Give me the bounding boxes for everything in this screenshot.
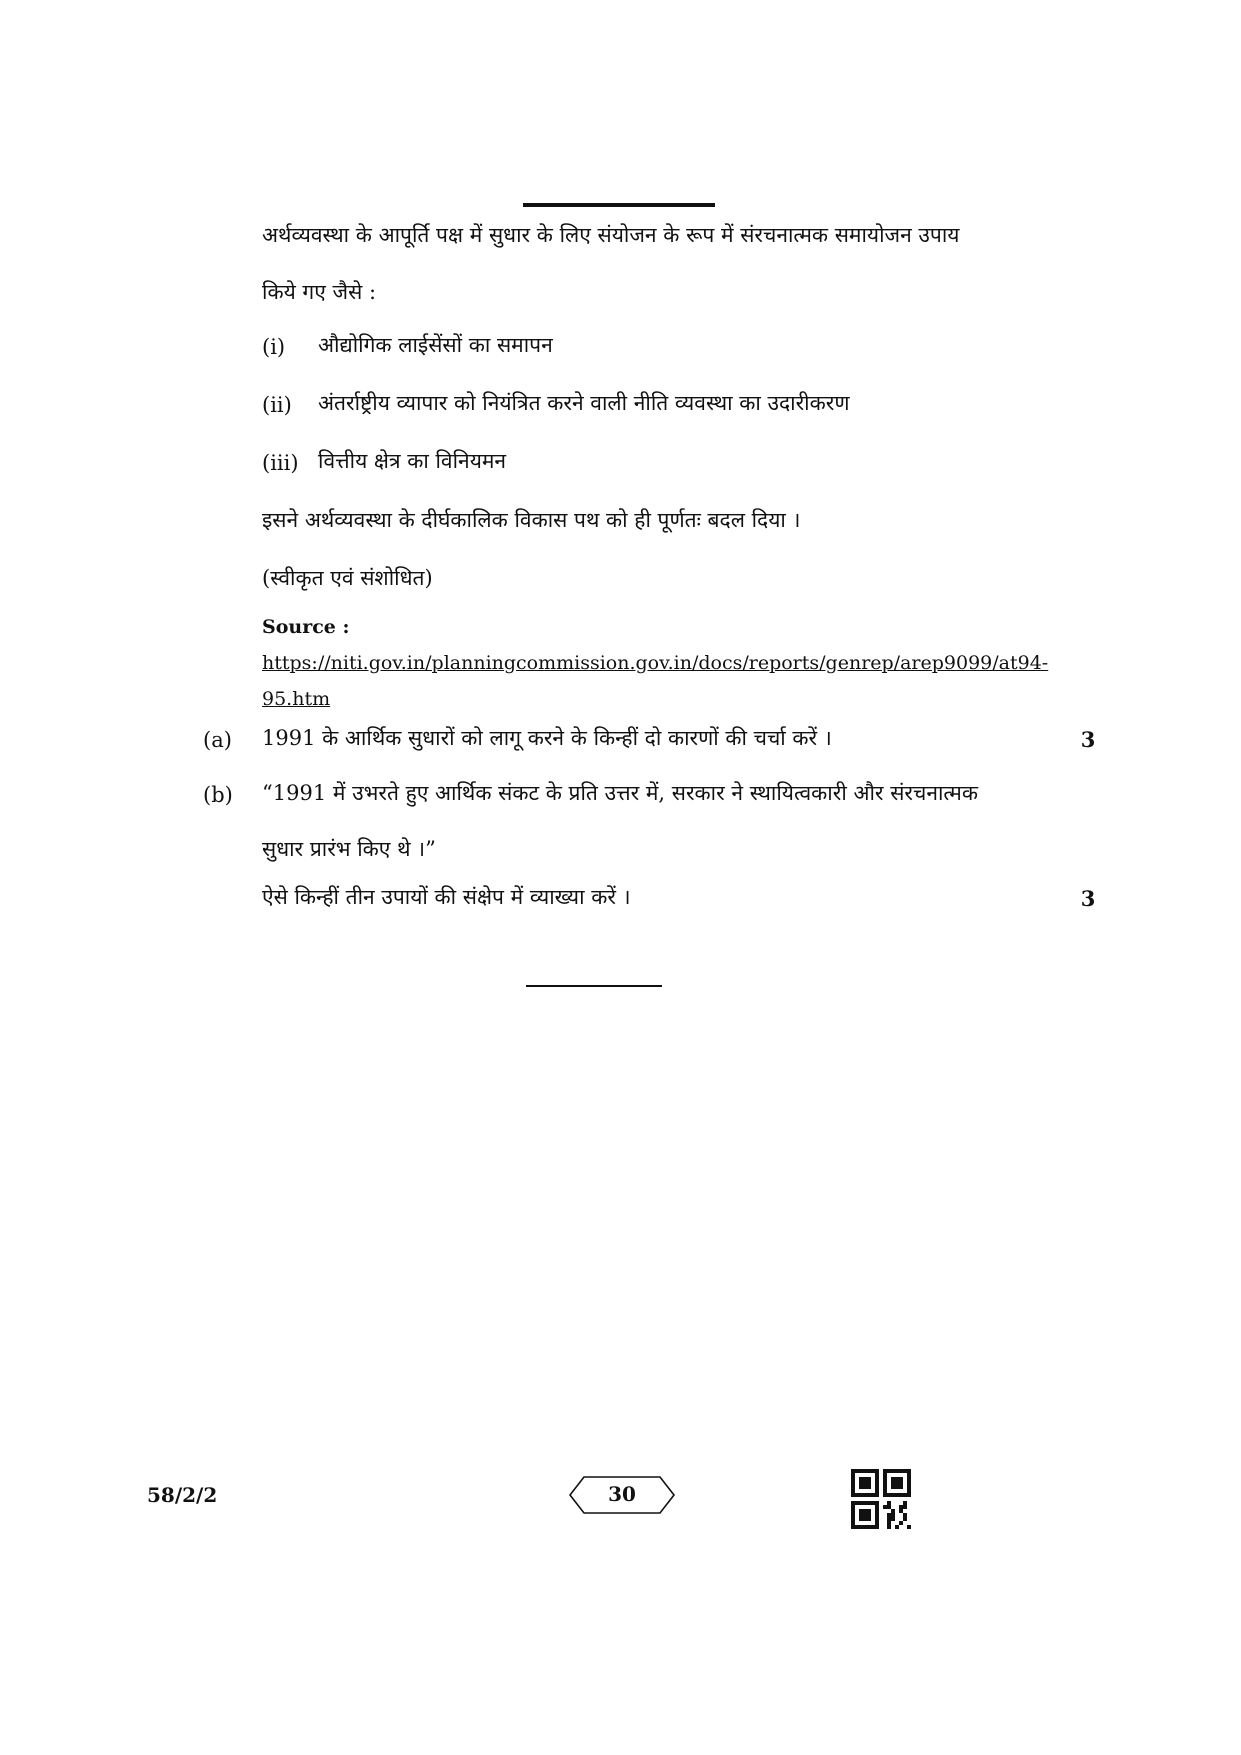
list-item-text: वित्तीय क्षेत्र का विनियमन bbox=[318, 449, 507, 473]
question-a-text: 1991 के आर्थिक सुधारों को लागू करने के किन्हीं दो कारणों की चर्चा करें । bbox=[262, 726, 832, 750]
paper-code: 58/2/2 bbox=[147, 1483, 218, 1507]
source-link-line-1[interactable]: https://niti.gov.in/planningcommission.gov.in/docs/reports/genrep/arep9099/at94- bbox=[262, 652, 1049, 674]
qr-code-icon bbox=[851, 1469, 911, 1529]
question-b-label: (b) bbox=[203, 783, 233, 807]
source-link-line-2[interactable]: 95.htm bbox=[262, 688, 331, 710]
list-item-text: अंतर्राष्ट्रीय व्यापार को नियंत्रित करने वाली नीति व्यवस्था का उदारीकरण bbox=[318, 391, 850, 415]
list-item-number: (iii) bbox=[262, 451, 299, 475]
list-item-number: (ii) bbox=[262, 393, 292, 417]
passage-line-1: अर्थव्यवस्था के आपूर्ति पक्ष में सुधार के लिए संयोजन के रूप में संरचनात्मक समायोजन उपाय bbox=[262, 223, 960, 247]
adapted-note: (स्वीकृत एवं संशोधित) bbox=[262, 566, 433, 590]
question-b-line-3: ऐसे किन्हीं तीन उपायों की संक्षेप में व्याख्या करें । bbox=[262, 885, 631, 909]
passage-conclusion: इसने अर्थव्यवस्था के दीर्घकालिक विकास पथ को ही पूर्णतः बदल दिया । bbox=[262, 508, 801, 532]
qr-code-graphic bbox=[851, 1469, 911, 1529]
page-number: 30 bbox=[608, 1482, 636, 1506]
question-b-line-1: “1991 में उभरते हुए आर्थिक संकट के प्रति उत्तर में, सरकार ने स्थायित्वकारी और संरचनात्मक bbox=[262, 781, 978, 805]
end-divider bbox=[526, 985, 662, 987]
source-label: Source : bbox=[262, 616, 350, 638]
top-divider bbox=[523, 203, 715, 207]
question-b-marks: 3 bbox=[1080, 886, 1096, 911]
list-item-number: (i) bbox=[262, 335, 286, 359]
question-b-line-2: सुधार प्रारंभ किए थे ।” bbox=[262, 837, 436, 861]
passage-line-2: किये गए जैसे : bbox=[262, 280, 377, 304]
question-a-label: (a) bbox=[203, 728, 232, 752]
page-number-badge bbox=[568, 1475, 676, 1515]
question-a-marks: 3 bbox=[1080, 727, 1096, 752]
list-item-text: औद्योगिक लाईसेंसों का समापन bbox=[318, 333, 553, 357]
